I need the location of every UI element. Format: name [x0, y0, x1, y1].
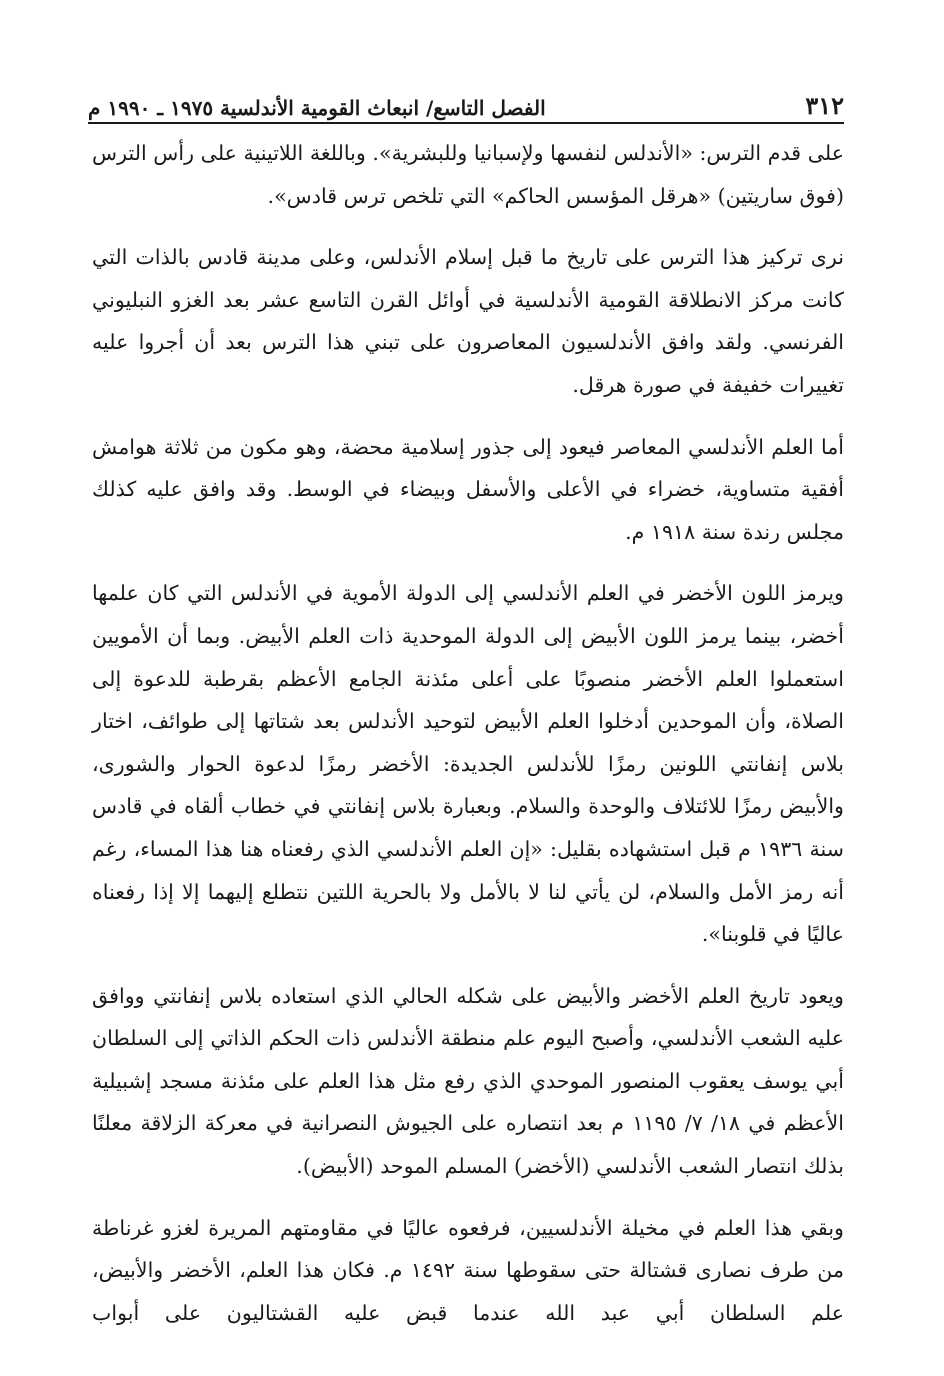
paragraph-granada: وبقي هذا العلم في مخيلة الأندلسيين، فرفعوه عاليًا في مقاومتهم المريرة لغزو غرناطة من طرف نصارى قشتالة حتى سقوطها سنة ١٤٩٢ م. فكان هذا العلم، الأخضر والأبيض، علم السلطان أبي عبد الله عندما قبض عليه القشتاليون على أبواب — [92, 1215, 844, 1325]
page-body — [92, 132, 844, 1334]
running-title: الفصل التاسع/ انبعاث القومية الأندلسية ١٩٧٥ ـ ١٩٩٠ م — [88, 96, 546, 120]
paragraph-shield-history: نرى تركيز هذا الترس على تاريخ ما قبل إسلام الأندلس، وعلى مدينة قادس بالذات التي كانت مركز الانطلاقة القومية الأندلسية في أوائل القرن التاسع عشر بعد الغزو النبليوني الفرنسي. ولقد وافق الأندلسيون المعاصرون على تبني هذا الترس بعد أن أجروا عليه تغييرات خفيفة في صورة هرقل. — [92, 245, 844, 397]
paragraph-flag-description: أما العلم الأندلسي المعاصر فيعود إلى جذور إسلامية محضة، وهو مكون من ثلاثة هوامش أفقية متساوية، خضراء في الأعلى والأسفل وبيضاء في الوسط. وقد وافق عليه كذلك مجلس رندة سنة ١٩١٨ م. — [92, 434, 844, 544]
page-header — [88, 84, 844, 124]
paragraph-flag-origin: ويعود تاريخ العلم الأخضر والأبيض على شكله الحالي الذي استعاده بلاس إنفانتي ووافق عليه الشعب الأندلسي، وأصبح اليوم علم منطقة الأندلس ذات الحكم الذاتي إلى السلطان أبي يوسف يعقوب المنصور الموحدي الذي رفع مثل هذا العلم على مئذنة مسجد إشبيلية الأعظم في ١٨/ ٧/ ١١٩٥ م بعد انتصاره على الجيوش النصرانية في معركة الزلاقة معلنًا بذلك انتصار الشعب الأندلسي (الأخضر) المسلم الموحد (الأبيض). — [92, 983, 844, 1179]
paragraph-shield-motto: على قدم الترس: «الأندلس لنفسها ولإسبانيا وللبشرية». وباللغة اللاتينية على رأس الترس (فوق ساريتين) «هرقل المؤسس الحاكم» التي تلخص ترس قادس». — [92, 141, 844, 208]
page-number: ٣١٢ — [805, 91, 844, 120]
paragraph-flag-colors: ويرمز اللون الأخضر في العلم الأندلسي إلى الدولة الأموية في الأندلس التي كان علمها أخضر، بينما يرمز اللون الأبيض إلى الدولة الموحدية ذات العلم الأبيض. وبما أن الأمويين استعملوا العلم الأخضر منصوبًا على أعلى مئذنة الجامع الأعظم بقرطبة للدعوة إلى الصلاة، وأن الموحدين أدخلوا العلم الأبيض لتوحيد الأندلس بعد شتاتها إلى طوائف، اختار بلاس إنفانتي اللونين رمزًا للأندلس الجديدة: الأخضر رمزًا لدعوة الحوار والشورى، والأبيض رمزًا للائتلاف والوحدة والسلام. وبعبارة بلاس إنفانتي في خطاب ألقاه في قادس سنة ١٩٣٦ م قبل استشهاده بقليل: «إن العلم الأندلسي الذي رفعناه هنا هذا المساء، رغم أنه رمز الأمل والسلام، لن يأتي لنا لا بالأمل ولا بالحرية اللتين نتطلع إليهما إلا إذا رفعناه عاليًا في قلوبنا». — [92, 581, 844, 947]
